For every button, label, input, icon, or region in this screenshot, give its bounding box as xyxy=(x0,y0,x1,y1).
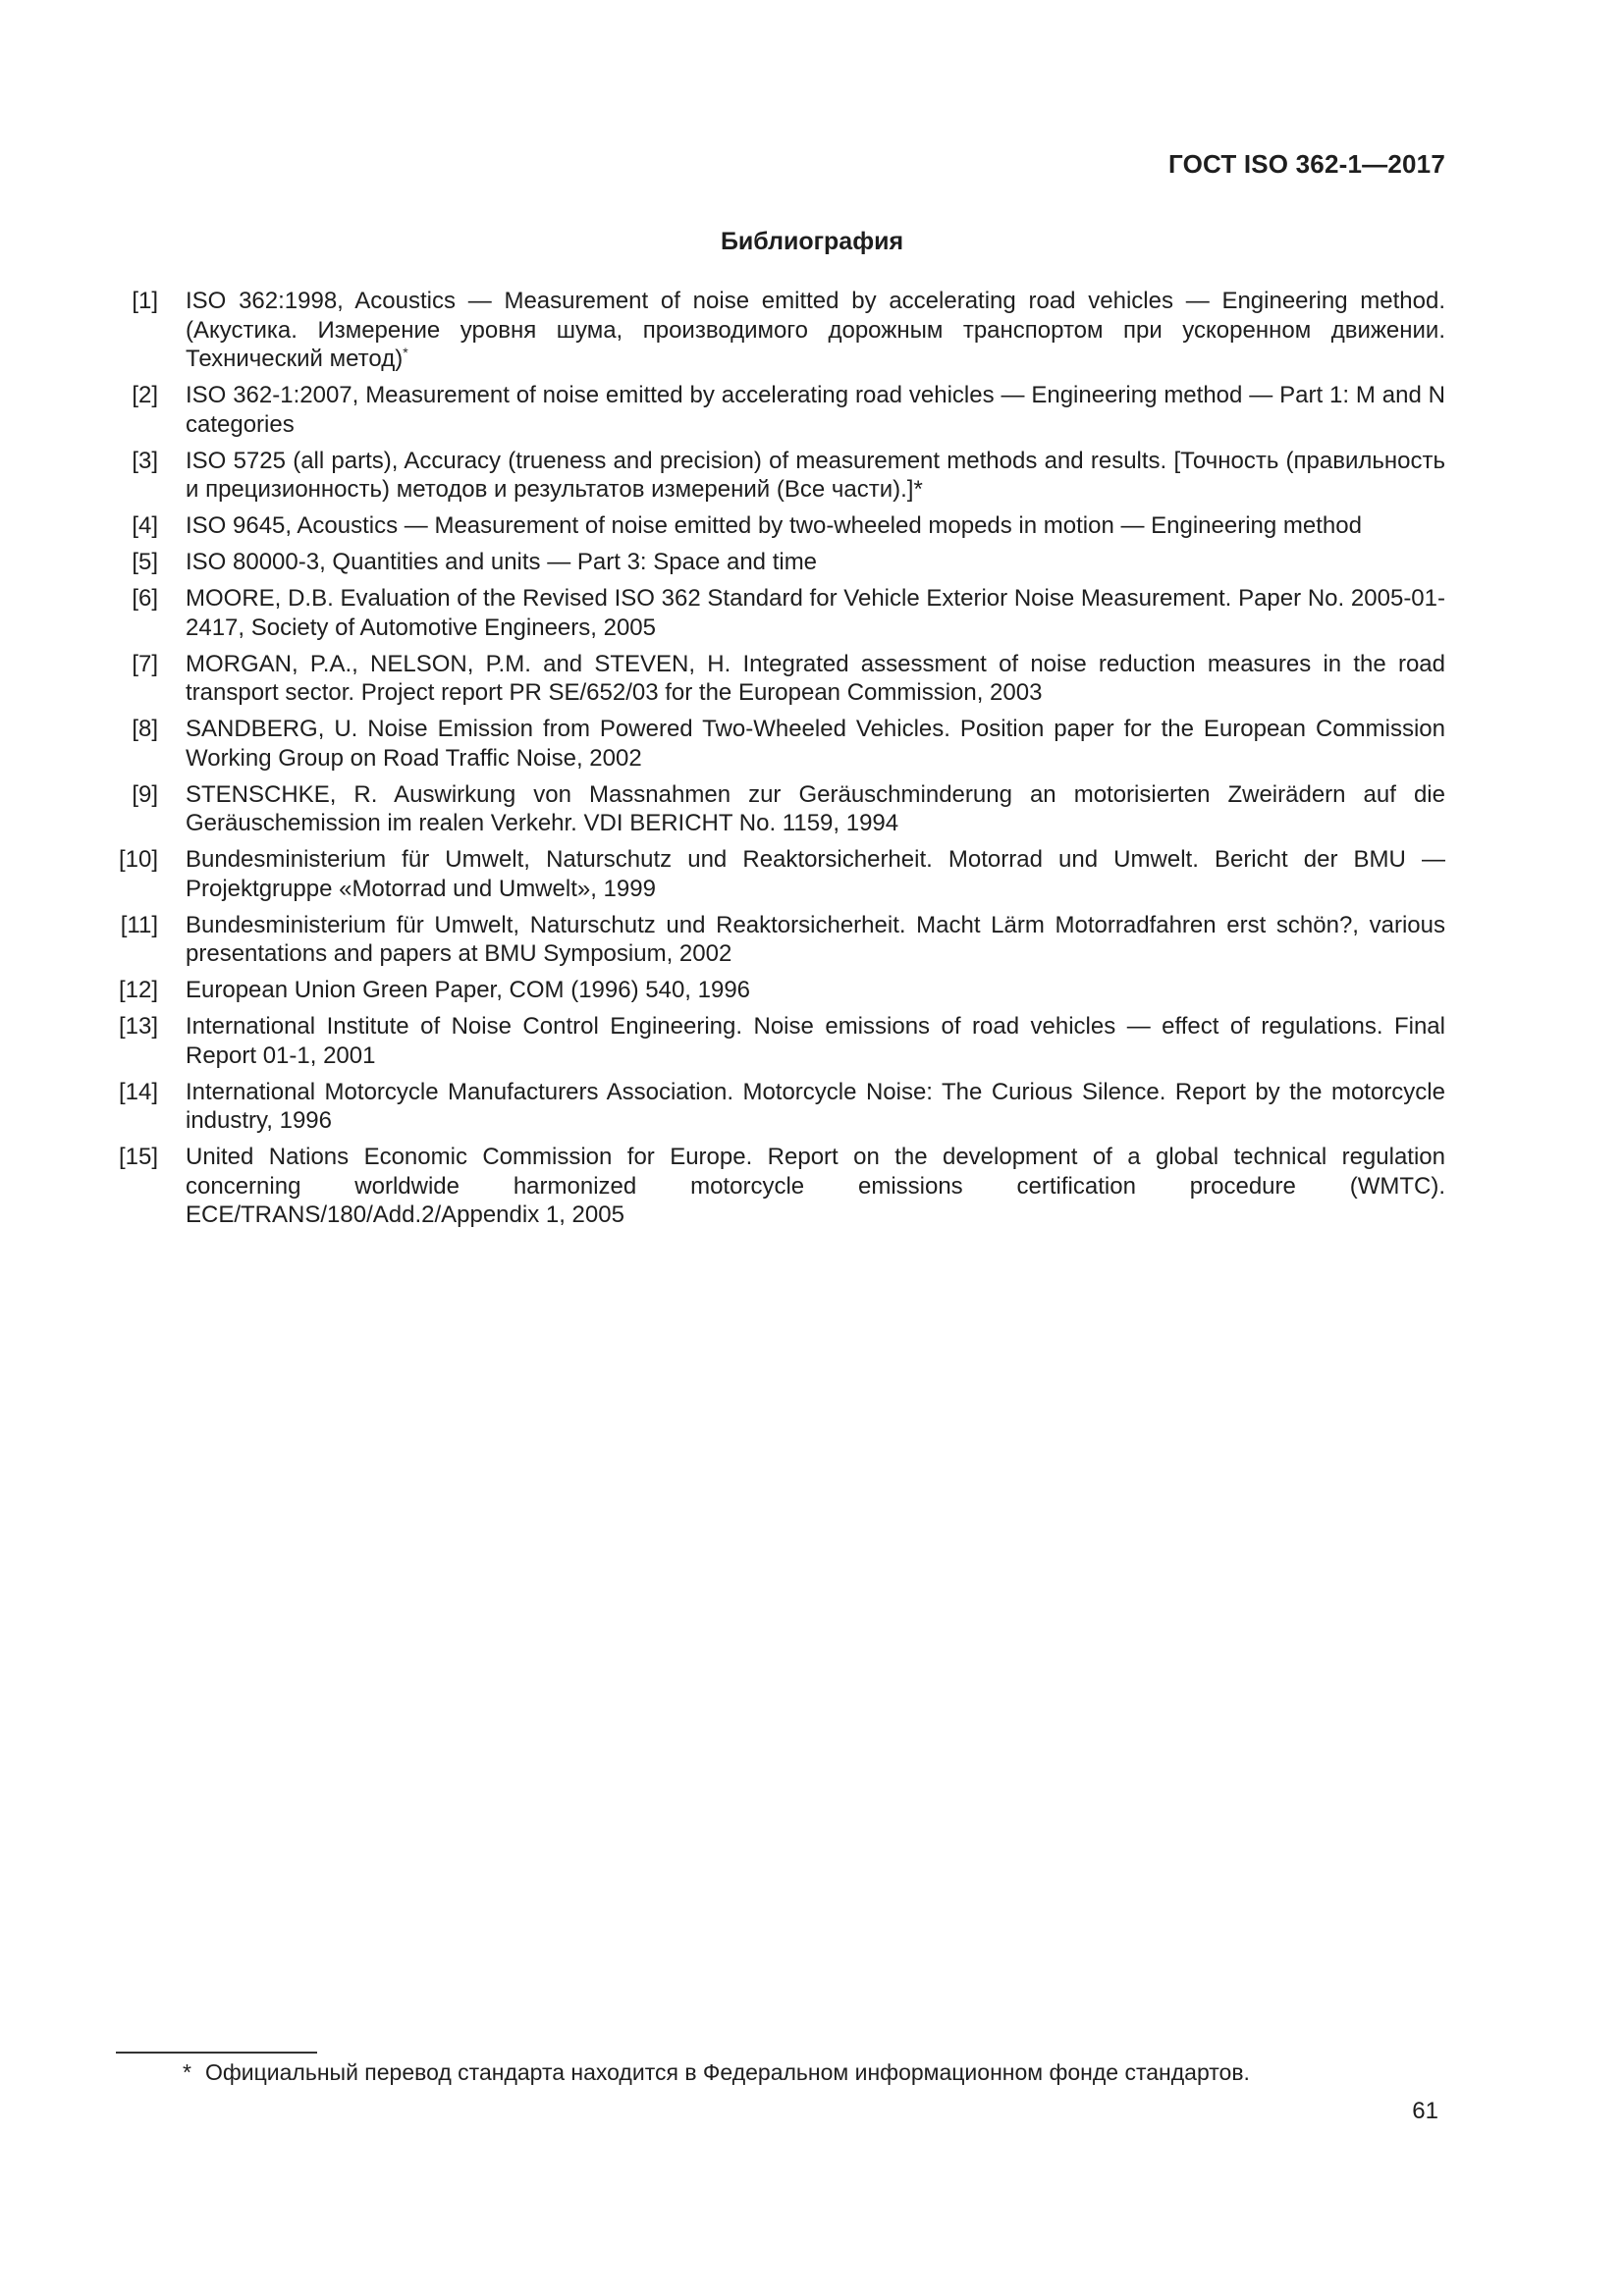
entry-number: [15] xyxy=(118,1144,158,1170)
entry-text xyxy=(186,715,1445,773)
entry-number: [3] xyxy=(132,447,158,474)
bibliography-entry xyxy=(113,1143,1445,1230)
entry-number: [13] xyxy=(118,1013,158,1040)
entry-body: Bundesministerium für Umwelt, Naturschutz und Reaktorsicherheit. Macht Lärm Motorradfahren erst schön?, various presentations and papers at BMU Symposium, 2002 xyxy=(186,911,1445,967)
entry-text xyxy=(186,650,1445,708)
entry-body: United Nations Economic Commission for Europe. Report on the development of a global technical regulation concerning worldwide harmonized motorcycle emissions certification procedure (WMTC). ECE/TRANS/180/Add.2/Appendix 1, 2005 xyxy=(186,1144,1445,1228)
entry-number: [14] xyxy=(118,1078,158,1105)
bibliography-entry xyxy=(113,511,1445,541)
entry-body: International Motorcycle Manufacturers Association. Motorcycle Noise: The Curious Silence. Report by the motorcycle industry, 1996 xyxy=(186,1078,1445,1134)
section-title: Библиография xyxy=(720,228,904,255)
footnote-divider xyxy=(116,2052,317,2054)
bibliography-entry xyxy=(113,1012,1445,1070)
footnote-reference-mark: * xyxy=(403,345,408,360)
entry-text xyxy=(186,381,1445,439)
footnote-text: Официальный перевод стандарта находится в Федеральном информационном фонде стандартов. xyxy=(204,2059,1250,2085)
entry-number: [5] xyxy=(132,549,158,575)
entry-text xyxy=(186,287,1445,374)
bibliography-entry xyxy=(113,976,1445,1005)
entry-body: ISO 9645, Acoustics — Measurement of noise emitted by two-wheeled mopeds in motion — Engineering method xyxy=(186,512,1362,539)
entry-body: SANDBERG, U. Noise Emission from Powered Two-Wheeled Vehicles. Position paper for the European Commission Working Group on Road Traffic Noise, 2002 xyxy=(186,716,1445,772)
page-number: 61 xyxy=(1412,2098,1438,2124)
bibliography-entry xyxy=(113,911,1445,969)
entry-number: [4] xyxy=(132,512,158,539)
bibliography-entry xyxy=(113,650,1445,708)
entry-body: STENSCHKE, R. Auswirkung von Massnahmen zur Geräuschminderung an motorisierten Zweirädern auf die Geräuschemission im realen Verkehr. VDI BERICHT No. 1159, 1994 xyxy=(186,780,1445,836)
entry-body: International Institute of Noise Control Engineering. Noise emissions of road vehicles — effect of regulations. Final Report 01-1, 2001 xyxy=(186,1013,1445,1069)
entry-text xyxy=(186,845,1445,903)
entry-text xyxy=(186,584,1445,642)
bibliography-entry xyxy=(113,447,1445,505)
entry-body: ISO 362:1998, Acoustics — Measurement of noise emitted by accelerating road vehicles — Engineering method. (Акустика. Измерение уровня шума, производимого дорожным транспортом при ускоренном движении. Технический метод) xyxy=(186,288,1445,372)
entry-number: [1] xyxy=(132,288,158,314)
entry-text xyxy=(186,976,1445,1005)
document-code: ГОСТ ISO 362-1—2017 xyxy=(1167,149,1445,179)
entry-body: ISO 80000-3, Quantities and units — Part 3: Space and time xyxy=(186,549,818,575)
entry-text xyxy=(186,911,1445,969)
entry-number: [12] xyxy=(118,977,158,1003)
bibliography-list xyxy=(113,287,1445,1237)
bibliography-entry xyxy=(113,287,1445,374)
bibliography-entry xyxy=(113,715,1445,773)
bibliography-entry xyxy=(113,381,1445,439)
entry-body: ISO 5725 (all parts), Accuracy (trueness and precision) of measurement methods and results. [Точность (правильность и прецизионность) методов и результатов измерений (Все части).]* xyxy=(186,447,1445,503)
entry-body: ISO 362-1:2007, Measurement of noise emitted by accelerating road vehicles — Engineering method — Part 1: M and N categories xyxy=(186,382,1445,438)
entry-text xyxy=(186,1143,1445,1230)
entry-number: [10] xyxy=(118,846,158,873)
bibliography-entry xyxy=(113,780,1445,838)
bibliography-entry xyxy=(113,845,1445,903)
entry-text xyxy=(186,780,1445,838)
entry-text xyxy=(186,548,1445,577)
footnote xyxy=(183,2058,1250,2086)
entry-number: [7] xyxy=(132,650,158,677)
entry-body: European Union Green Paper, COM (1996) 540, 1996 xyxy=(186,977,751,1003)
entry-text xyxy=(186,1012,1445,1070)
bibliography-entry xyxy=(113,584,1445,642)
entry-number: [6] xyxy=(132,585,158,612)
entry-number: [11] xyxy=(120,911,158,938)
entry-text xyxy=(186,1078,1445,1136)
entry-number: [8] xyxy=(132,716,158,742)
footnote-mark: * xyxy=(183,2059,191,2085)
entry-body: MOORE, D.B. Evaluation of the Revised ISO 362 Standard for Vehicle Exterior Noise Measurement. Paper No. 2005-01-2417, Society of Automotive Engineers, 2005 xyxy=(186,585,1445,641)
entry-body: MORGAN, P.A., NELSON, P.M. and STEVEN, H. Integrated assessment of noise reduction measures in the road transport sector. Project report PR SE/652/03 for the European Commission, 2003 xyxy=(186,650,1445,706)
entry-number: [2] xyxy=(132,382,158,408)
entry-text xyxy=(186,447,1445,505)
bibliography-entry xyxy=(113,1078,1445,1136)
entry-number: [9] xyxy=(132,780,158,808)
entry-body: Bundesministerium für Umwelt, Naturschutz und Reaktorsicherheit. Motorrad und Umwelt. Bericht der BMU — Projektgruppe «Motorrad und Umwelt», 1999 xyxy=(186,846,1445,902)
entry-text xyxy=(186,511,1445,541)
bibliography-entry xyxy=(113,548,1445,577)
